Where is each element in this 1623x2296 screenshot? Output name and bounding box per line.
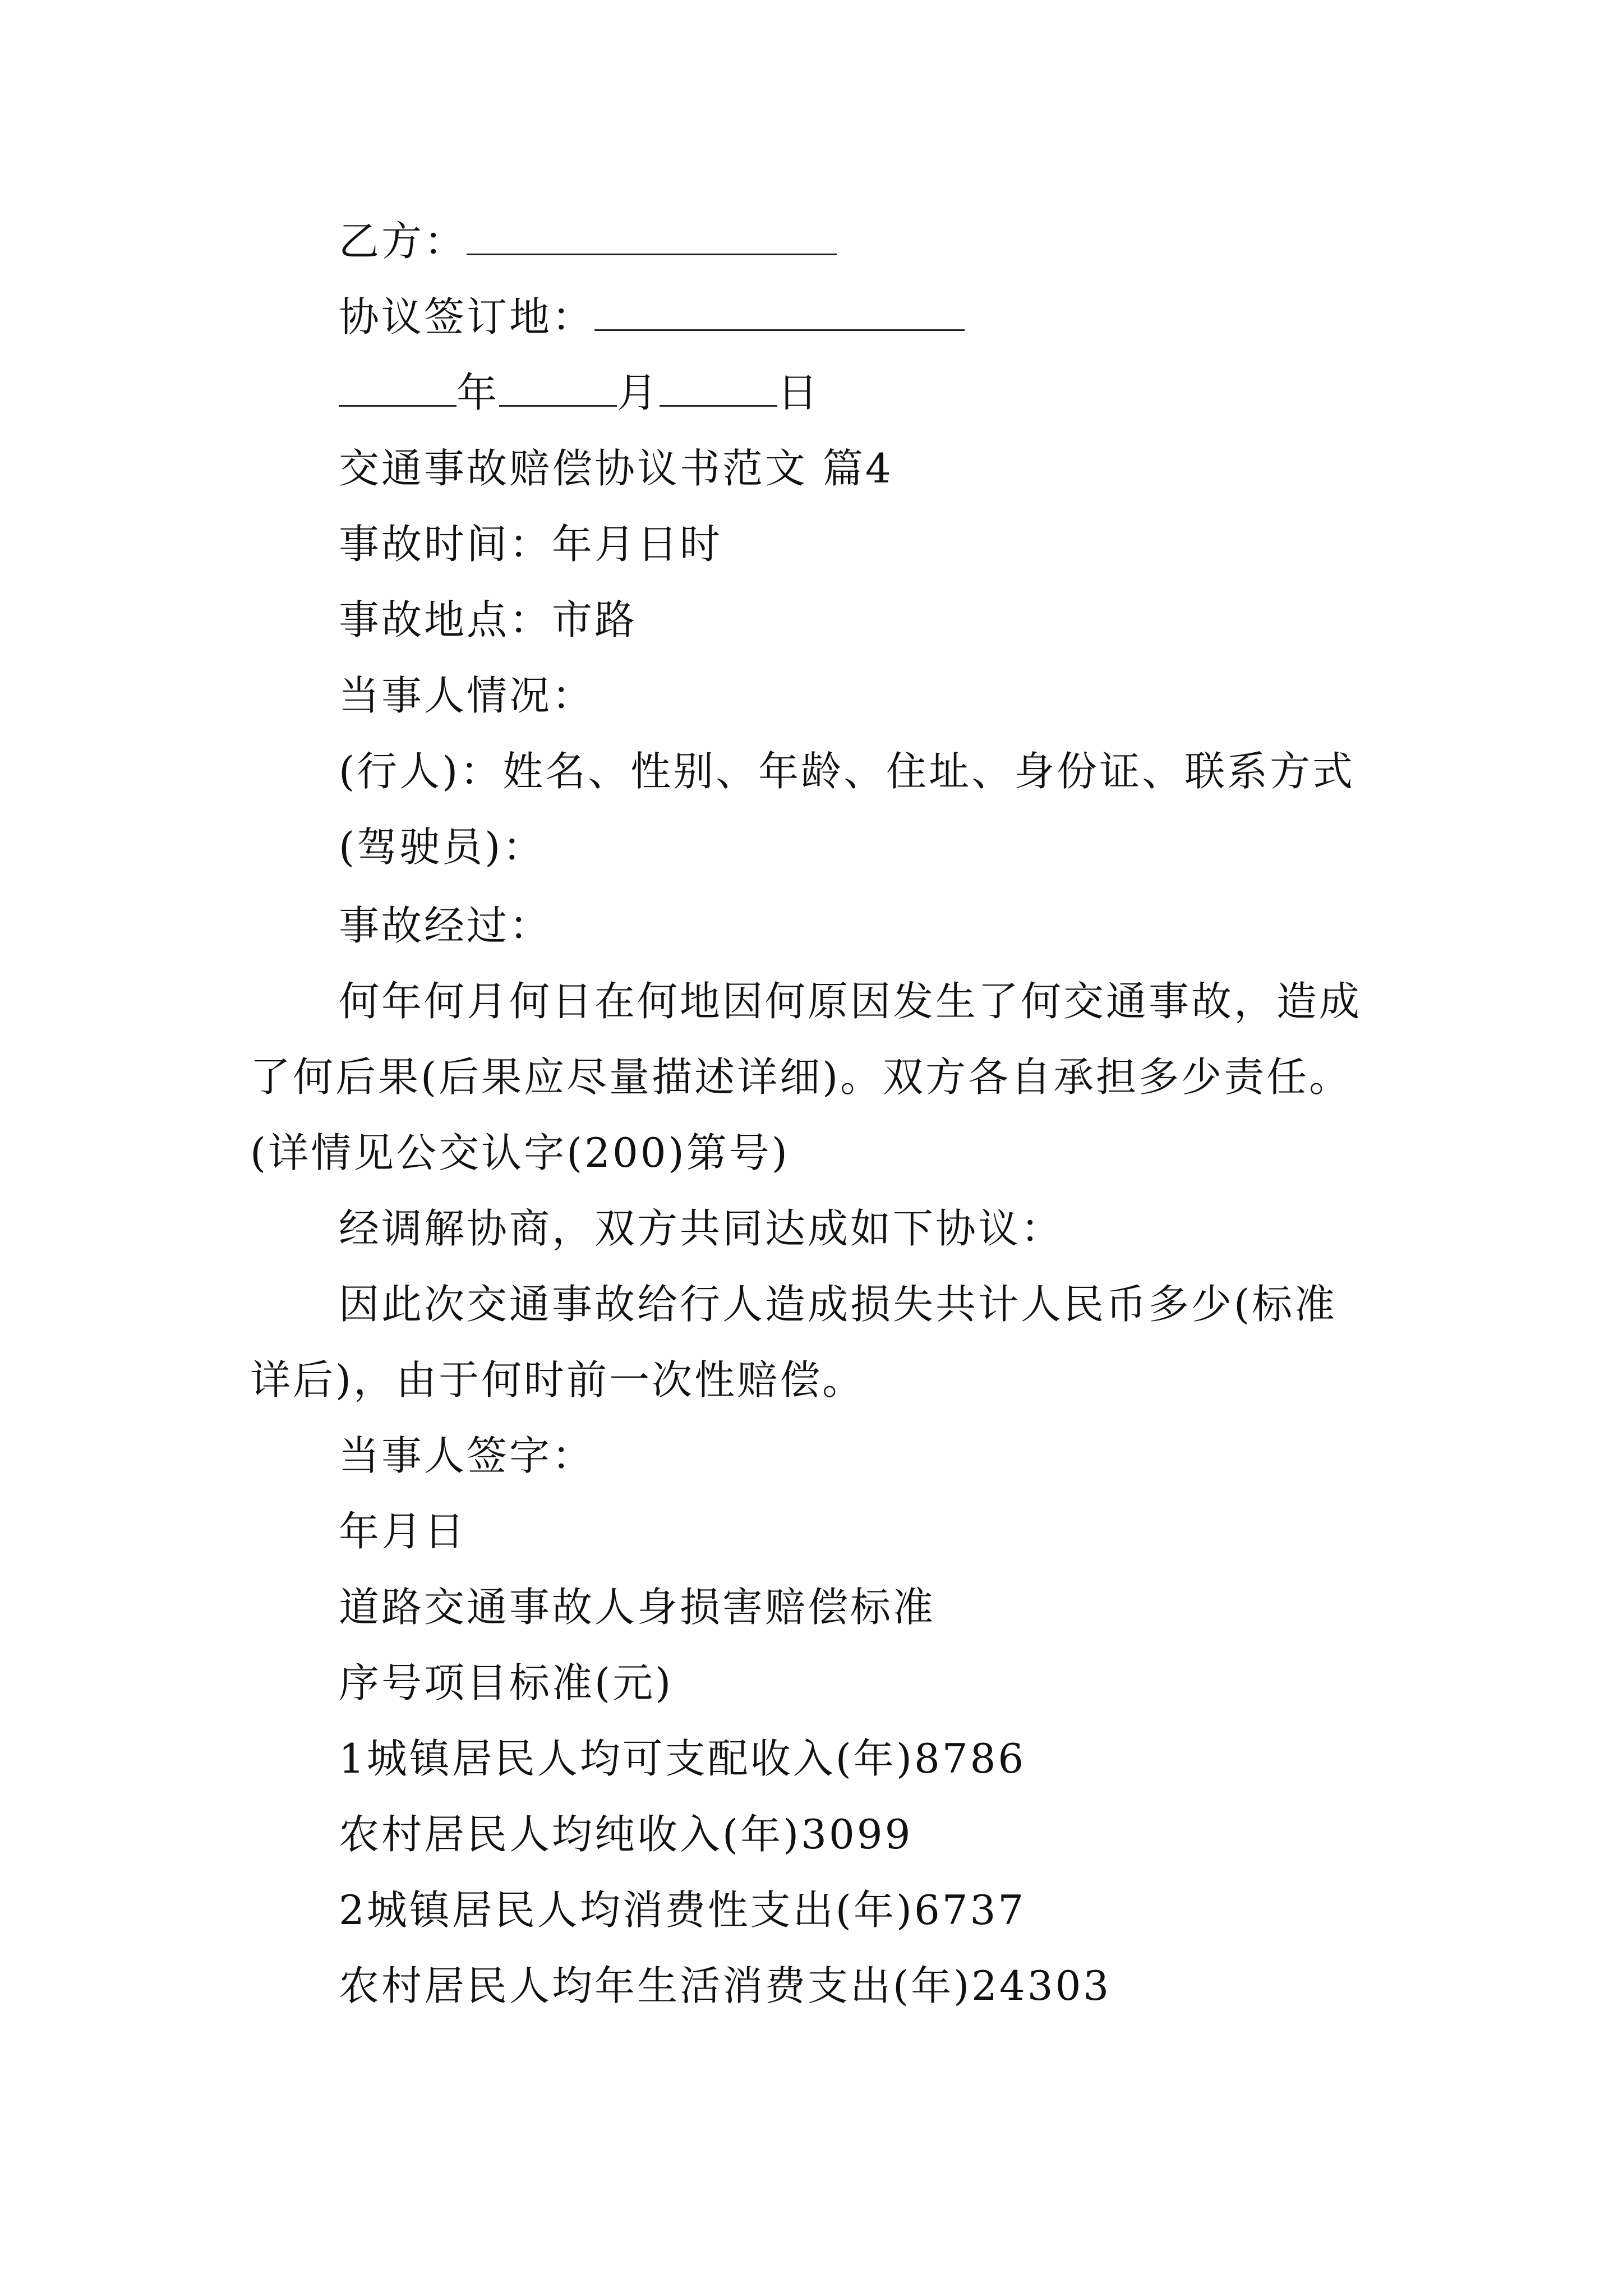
accident-time: 事故时间：年月日时 xyxy=(339,521,723,568)
party-b-line xyxy=(339,213,837,269)
mediation-text: 经调解协商，双方共同达成如下协议： xyxy=(339,1205,1064,1252)
signature-label: 当事人签字： xyxy=(339,1432,595,1479)
process-text-line-3: (详情见公交认字(200)第号) xyxy=(250,1129,790,1176)
standard-title: 道路交通事故人身损害赔偿标准 xyxy=(339,1584,936,1631)
pedestrian-info: (行人)：姓名、性别、年龄、住址、身份证、联系方式 xyxy=(339,748,1355,795)
party-b-blank xyxy=(467,213,837,255)
table-row: 1城镇居民人均可支配收入(年)8786 xyxy=(339,1735,1026,1782)
date-line xyxy=(339,365,820,421)
process-text-line-2: 了何后果(后果应尽量描述详细)。双方各自承担多少责任。 xyxy=(250,1053,1352,1101)
day-blank xyxy=(660,365,777,407)
year-blank xyxy=(339,365,457,407)
section-heading: 交通事故赔偿协议书范文 篇4 xyxy=(339,445,893,492)
table-row: 农村居民人均纯收入(年)3099 xyxy=(339,1811,913,1858)
day-label: 日 xyxy=(777,369,820,416)
sign-place-line xyxy=(339,289,965,345)
driver-info: (驾驶员)： xyxy=(339,823,546,871)
table-row: 2城镇居民人均消费性支出(年)6737 xyxy=(339,1887,1026,1934)
parties-label: 当事人情况： xyxy=(339,672,595,719)
table-row: 农村居民人均年生活消费支出(年)24303 xyxy=(339,1962,1112,2009)
process-text-line-1: 何年何月何日在何地因何原因发生了何交通事故，造成 xyxy=(339,978,1362,1025)
month-label: 月 xyxy=(617,369,660,416)
month-blank xyxy=(499,365,617,407)
sign-place-label: 协议签订地： xyxy=(339,293,595,341)
agreement-line-2: 详后)，由于何时前一次性赔偿。 xyxy=(250,1356,865,1404)
table-header: 序号项目标准(元) xyxy=(339,1659,674,1706)
year-label: 年 xyxy=(457,369,500,416)
agreement-line-1: 因此次交通事故给行人造成损失共计人民币多少(标准 xyxy=(339,1281,1338,1328)
signature-date: 年月日 xyxy=(339,1508,467,1555)
accident-place: 事故地点：市路 xyxy=(339,596,638,643)
party-b-label: 乙方： xyxy=(339,218,467,265)
process-label: 事故经过： xyxy=(339,902,552,949)
sign-place-blank xyxy=(594,289,965,331)
